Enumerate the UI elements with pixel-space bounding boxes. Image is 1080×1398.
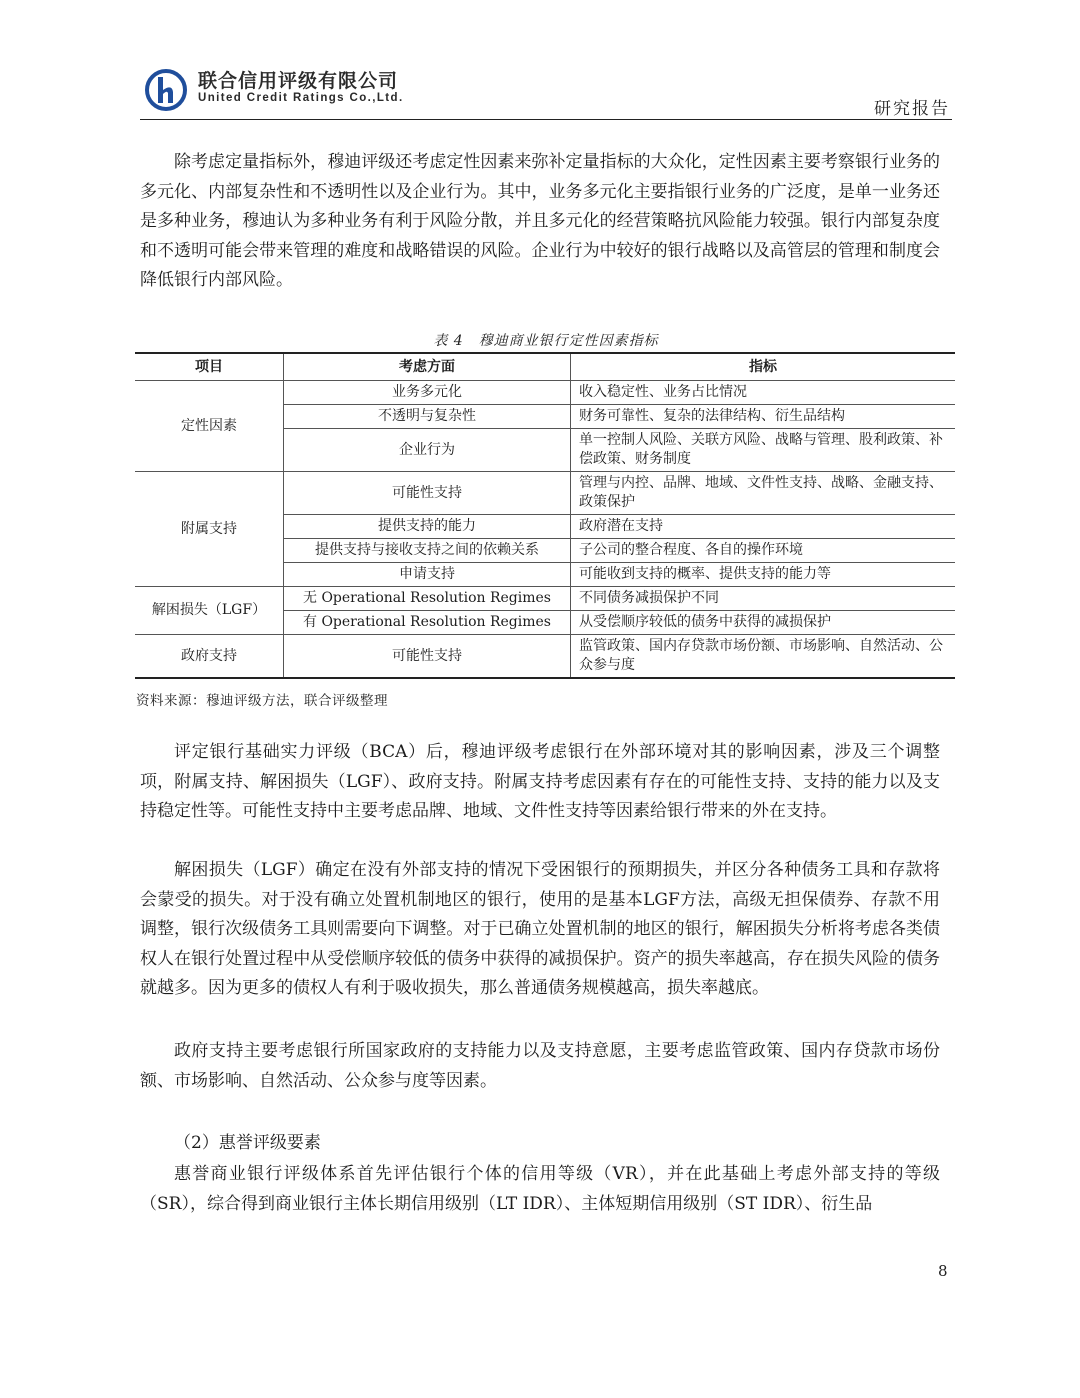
- table-row: [135, 472, 955, 515]
- item-cell: 解困损失（LGF）: [135, 587, 284, 635]
- item-cell: 定性因素: [135, 381, 284, 472]
- company-name-en: United Credit Ratings Co.,Ltd.: [198, 92, 404, 104]
- indicator-cell: 可能收到支持的概率、提供支持的能力等: [571, 563, 956, 587]
- aspect-cell: 有 Operational Resolution Regimes: [284, 611, 571, 635]
- aspect-cell: 无 Operational Resolution Regimes: [284, 587, 571, 611]
- aspect-cell: 企业行为: [284, 429, 571, 472]
- section-subheading: （2）惠誉评级要素: [174, 1133, 321, 1153]
- table-row: [135, 587, 955, 611]
- aspect-cell: 申请支持: [284, 563, 571, 587]
- body-paragraph: 惠誉商业银行评级体系首先评估银行个体的信用等级（VR），并在此基础上考虑外部支持的等级（SR），综合得到商业银行主体长期信用级别（LT IDR）、主体短期信用级别（ST IDR）、衍生品: [140, 1164, 940, 1214]
- indicator-cell: 财务可靠性、复杂的法律结构、衍生品结构: [571, 405, 956, 429]
- page-header: [140, 62, 952, 122]
- column-header: 考虑方面: [284, 353, 571, 381]
- body-paragraph: 解困损失（LGF）确定在没有外部支持的情况下受困银行的预期损失，并区分各种债务工具和存款将会蒙受的损失。对于没有确立处置机制地区的银行，使用的是基本LGF方法，高级无担保债券、存款不用调整，银行次级债务工具则需要向下调整。对于已确立处置机制的地区的银行，解困损失分析将考虑各类债权人在银行处置过程中从受偿顺序较低的债务中获得的减损保护。资产的损失率越高，存在损失风险的债务就越多。因为更多的债权人有利于吸收损失，那么普通债务规模越高，损失率越底。: [140, 860, 940, 998]
- body-paragraph: 政府支持主要考虑银行所国家政府的支持能力以及支持意愿，主要考虑监管政策、国内存贷款市场份额、市场影响、自然活动、公众参与度等因素。: [140, 1041, 940, 1091]
- indicator-cell: 监管政策、国内存贷款市场份额、市场影响、自然活动、公众参与度: [571, 635, 956, 679]
- table-caption: 表 4 穆迪商业银行定性因素指标: [433, 333, 659, 349]
- report-type-label: 研究报告: [874, 99, 950, 119]
- table-source-note: 资料来源：穆迪评级方法，联合评级整理: [136, 693, 388, 709]
- table-row: [135, 635, 955, 679]
- indicator-cell: 从受偿顺序较低的债务中获得的减损保护: [571, 611, 956, 635]
- indicator-cell: 政府潜在支持: [571, 515, 956, 539]
- item-cell: 政府支持: [135, 635, 284, 679]
- ucr-logo-icon: [144, 68, 188, 112]
- table-row: [135, 381, 955, 405]
- aspect-cell: 可能性支持: [284, 635, 571, 679]
- indicator-cell: 收入稳定性、业务占比情况: [571, 381, 956, 405]
- aspect-cell: 不透明与复杂性: [284, 405, 571, 429]
- body-paragraph: 除考虑定量指标外，穆迪评级还考虑定性因素来弥补定量指标的大众化，定性因素主要考察银行业务的多元化、内部复杂性和不透明性以及企业行为。其中，业务多元化主要指银行业务的广泛度，是单一业务还是多种业务，穆迪认为多种业务有利于风险分散，并且多元化的经营策略抗风险能力较强。银行内部复杂度和不透明可能会带来管理的难度和战略错误的风险。企业行为中较好的银行战略以及高管层的管理和制度会降低银行内部风险。: [140, 152, 940, 290]
- aspect-cell: 业务多元化: [284, 381, 571, 405]
- indicator-cell: 不同债务减损保护不同: [571, 587, 956, 611]
- aspect-cell: 提供支持与接收支持之间的依赖关系: [284, 539, 571, 563]
- aspect-cell: 可能性支持: [284, 472, 571, 515]
- aspect-cell: 提供支持的能力: [284, 515, 571, 539]
- table-header-row: [135, 353, 955, 381]
- body-paragraph: 评定银行基础实力评级（BCA）后，穆迪评级考虑银行在外部环境对其的影响因素，涉及三个调整项，附属支持、解困损失（LGF）、政府支持。附属支持考虑因素有存在的可能性支持、支持的能力以及支持稳定性等。可能性支持中主要考虑品牌、地域、文件性支持等因素给银行带来的外在支持。: [140, 742, 940, 821]
- qualitative-factors-table: [135, 352, 955, 679]
- page-number: 8: [938, 1262, 948, 1280]
- company-name-cn: 联合信用评级有限公司: [198, 70, 399, 92]
- column-header: 项目: [135, 353, 284, 381]
- indicator-cell: 子公司的整合程度、各自的操作环境: [571, 539, 956, 563]
- item-cell: 附属支持: [135, 472, 284, 587]
- column-header: 指标: [571, 353, 956, 381]
- header-divider: [140, 119, 952, 120]
- indicator-cell: 单一控制人风险、关联方风险、战略与管理、股利政策、补偿政策、财务制度: [571, 429, 956, 472]
- indicator-cell: 管理与内控、品牌、地域、文件性支持、战略、金融支持、政策保护: [571, 472, 956, 515]
